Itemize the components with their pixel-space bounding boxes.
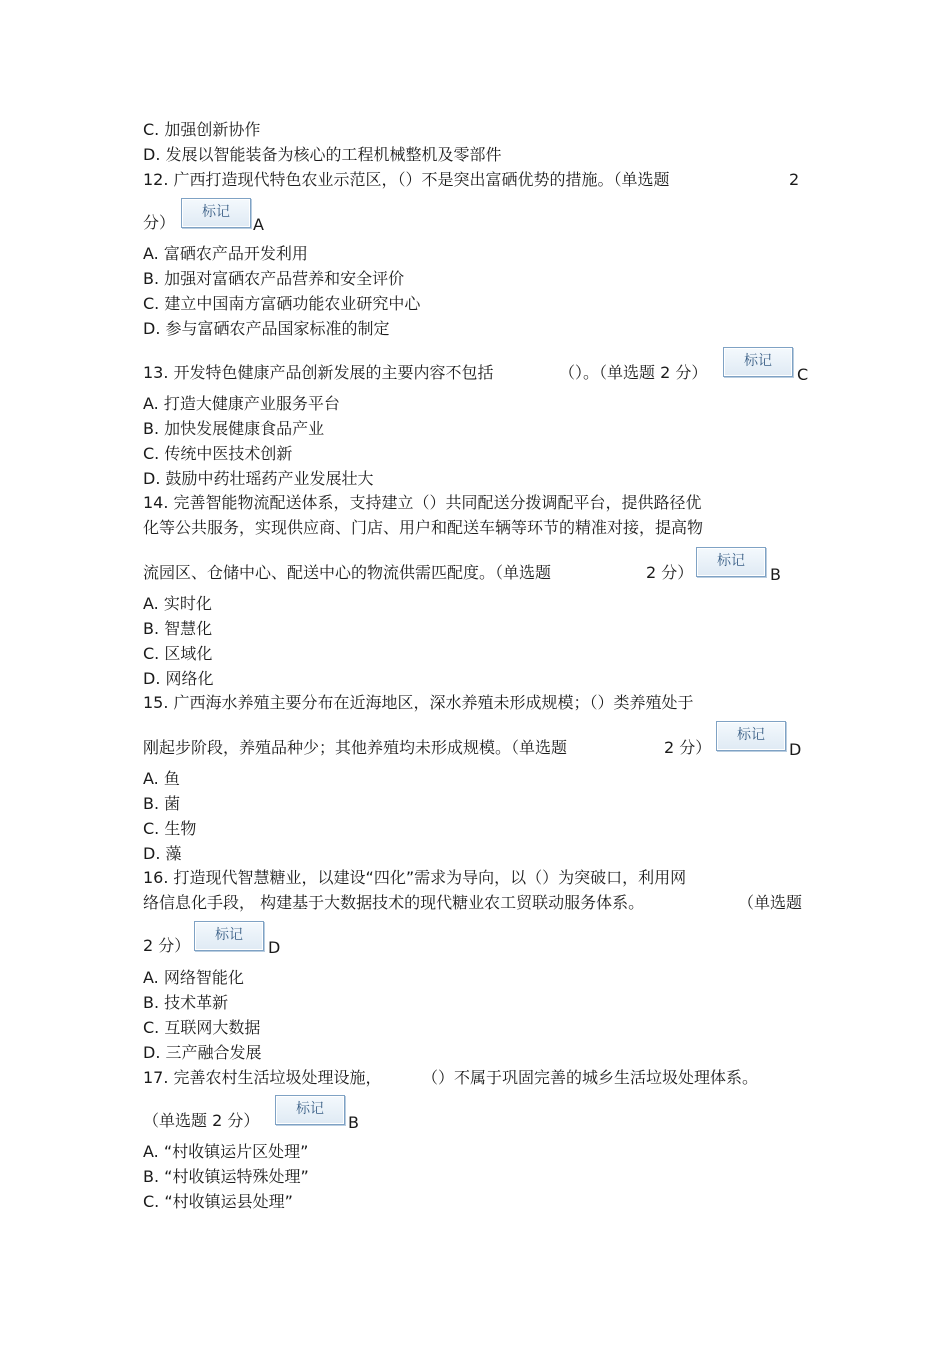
q12-option-b: B. 加强对富硒农产品营养和安全评价 xyxy=(143,269,405,288)
q15-mark-button[interactable]: 标记 xyxy=(716,721,786,751)
q12-stem-line2: 分） xyxy=(143,213,176,232)
q12-mark-button[interactable]: 标记 xyxy=(181,198,251,228)
q13-answer: C xyxy=(797,365,809,384)
q12-answer: A xyxy=(253,215,264,234)
q16-option-d: D. 三产融合发展 xyxy=(143,1043,262,1062)
q17-answer: B xyxy=(348,1113,359,1132)
q17-stem-line1-tail: （）不属于巩固完善的城乡生活垃圾处理体系。 xyxy=(422,1068,759,1087)
q12-option-a: A. 富硒农产品开发利用 xyxy=(143,244,308,263)
q15-stem-line1: 15. 广西海水养殖主要分布在近海地区，深水养殖未形成规模；（）类养殖处于 xyxy=(143,693,694,712)
q11-option-c: C. 加强创新协作 xyxy=(143,120,261,139)
q14-option-b: B. 智慧化 xyxy=(143,619,213,638)
q17-mark-button[interactable]: 标记 xyxy=(275,1095,345,1125)
q11-option-d: D. 发展以智能装备为核心的工程机械整机及零部件 xyxy=(143,145,502,164)
q14-mark-button[interactable]: 标记 xyxy=(696,547,766,577)
q15-option-b: B. 菌 xyxy=(143,794,181,813)
q15-answer: D xyxy=(789,740,802,759)
q12-option-c: C. 建立中国南方富硒功能农业研究中心 xyxy=(143,294,421,313)
q14-stem-line3: 流园区、仓储中心、配送中心的物流供需匹配度。（单选题 xyxy=(143,563,552,582)
q16-stem-line3: 2 分） xyxy=(143,936,191,955)
q17-option-a: A. “村收镇运片区处理” xyxy=(143,1142,309,1161)
q12-option-d: D. 参与富硒农产品国家标准的制定 xyxy=(143,319,390,338)
q14-answer: B xyxy=(770,565,781,584)
q17-option-c: C. “村收镇运县处理” xyxy=(143,1192,293,1211)
q14-stem-score: 2 分） xyxy=(646,563,694,582)
q16-option-c: C. 互联网大数据 xyxy=(143,1018,261,1037)
q13-mark-button[interactable]: 标记 xyxy=(723,347,793,377)
q13-stem-line1: 13. 开发特色健康产品创新发展的主要内容不包括 xyxy=(143,363,494,382)
q16-option-a: A. 网络智能化 xyxy=(143,968,244,987)
q16-stem-line1: 16. 打造现代智慧糖业，以建设“四化”需求为导向，以（）为突破口，利用网 xyxy=(143,868,687,887)
q17-option-b: B. “村收镇运特殊处理” xyxy=(143,1167,309,1186)
q15-option-c: C. 生物 xyxy=(143,819,197,838)
q16-stem-tail: （单选题 xyxy=(738,893,803,912)
q12-stem-score: 2 xyxy=(789,170,800,189)
q15-stem-score: 2 分） xyxy=(664,738,712,757)
q17-stem-line2: （单选题 2 分） xyxy=(143,1111,260,1130)
q13-option-b: B. 加快发展健康食品产业 xyxy=(143,419,325,438)
q13-option-d: D. 鼓励中药壮瑶药产业发展壮大 xyxy=(143,469,374,488)
q12-stem-line1: 12. 广西打造现代特色农业示范区，（）不是突出富硒优势的措施。（单选题 xyxy=(143,170,670,189)
q13-stem-score: （）。（单选题 2 分） xyxy=(559,363,708,382)
q15-stem-line2: 刚起步阶段，养殖品种少；其他养殖均未形成规模。（单选题 xyxy=(143,738,568,757)
q14-option-a: A. 实时化 xyxy=(143,594,212,613)
q13-option-c: C. 传统中医技术创新 xyxy=(143,444,293,463)
q14-stem-line2: 化等公共服务，实现供应商、门店、用户和配送车辆等环节的精准对接，提高物 xyxy=(143,518,704,537)
q14-stem-line1: 14. 完善智能物流配送体系，支持建立（）共同配送分拨调配平台，提供路径优 xyxy=(143,493,702,512)
q16-option-b: B. 技术革新 xyxy=(143,993,229,1012)
q17-stem-line1: 17. 完善农村生活垃圾处理设施， xyxy=(143,1068,382,1087)
q15-option-d: D. 藻 xyxy=(143,844,182,863)
q16-answer: D xyxy=(268,938,281,957)
q14-option-c: C. 区域化 xyxy=(143,644,213,663)
q13-option-a: A. 打造大健康产业服务平台 xyxy=(143,394,340,413)
q16-mark-button[interactable]: 标记 xyxy=(194,921,264,951)
q14-option-d: D. 网络化 xyxy=(143,669,214,688)
q15-option-a: A. 鱼 xyxy=(143,769,180,788)
q16-stem-line2: 络信息化手段， 构建基于大数据技术的现代糖业农工贸联动服务体系。 xyxy=(143,893,645,912)
